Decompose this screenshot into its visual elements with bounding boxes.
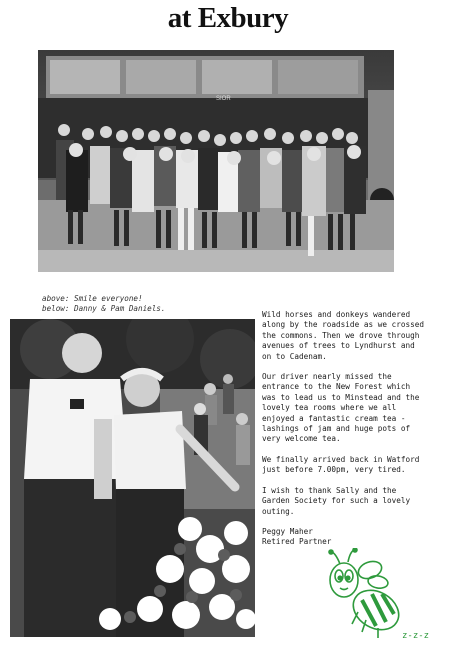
page-title: at Exbury xyxy=(167,2,289,34)
group-photo xyxy=(38,50,394,272)
photo-captions xyxy=(42,294,165,314)
article-paragraph: We finally arrived back in Watford just before 7.00pm, very tired. xyxy=(262,454,420,475)
signature xyxy=(262,527,448,548)
bee-illustration xyxy=(318,548,438,640)
article-text xyxy=(262,310,448,548)
caption-above: above: Smile everyone! xyxy=(42,294,143,303)
bee-snore: z-z-z xyxy=(402,631,430,640)
article-paragraph: Wild horses and donkeys wandered along by the roadside as we crossed the commons. Then we drove through avenues of trees to Lyndhurst and on to Cadenam. xyxy=(262,310,424,361)
bus-plate: SIOR xyxy=(216,96,231,102)
signature-role: Retired Partner xyxy=(262,537,332,547)
signature-name: Peggy Maher xyxy=(262,526,313,536)
caption-below: below: Danny & Pam Daniels. xyxy=(42,304,166,313)
couple-photo xyxy=(10,319,255,637)
article-paragraph: I wish to thank Sally and the Garden Society for such a lovely outing. xyxy=(262,485,411,516)
article-paragraph: Our driver nearly missed the entrance to the New Forest which was to lead us to Minstead and the lovely tea rooms where we all enjoyed a fantastic cream tea - lashings of jam and huge pots of very welcome tea. xyxy=(262,372,420,444)
